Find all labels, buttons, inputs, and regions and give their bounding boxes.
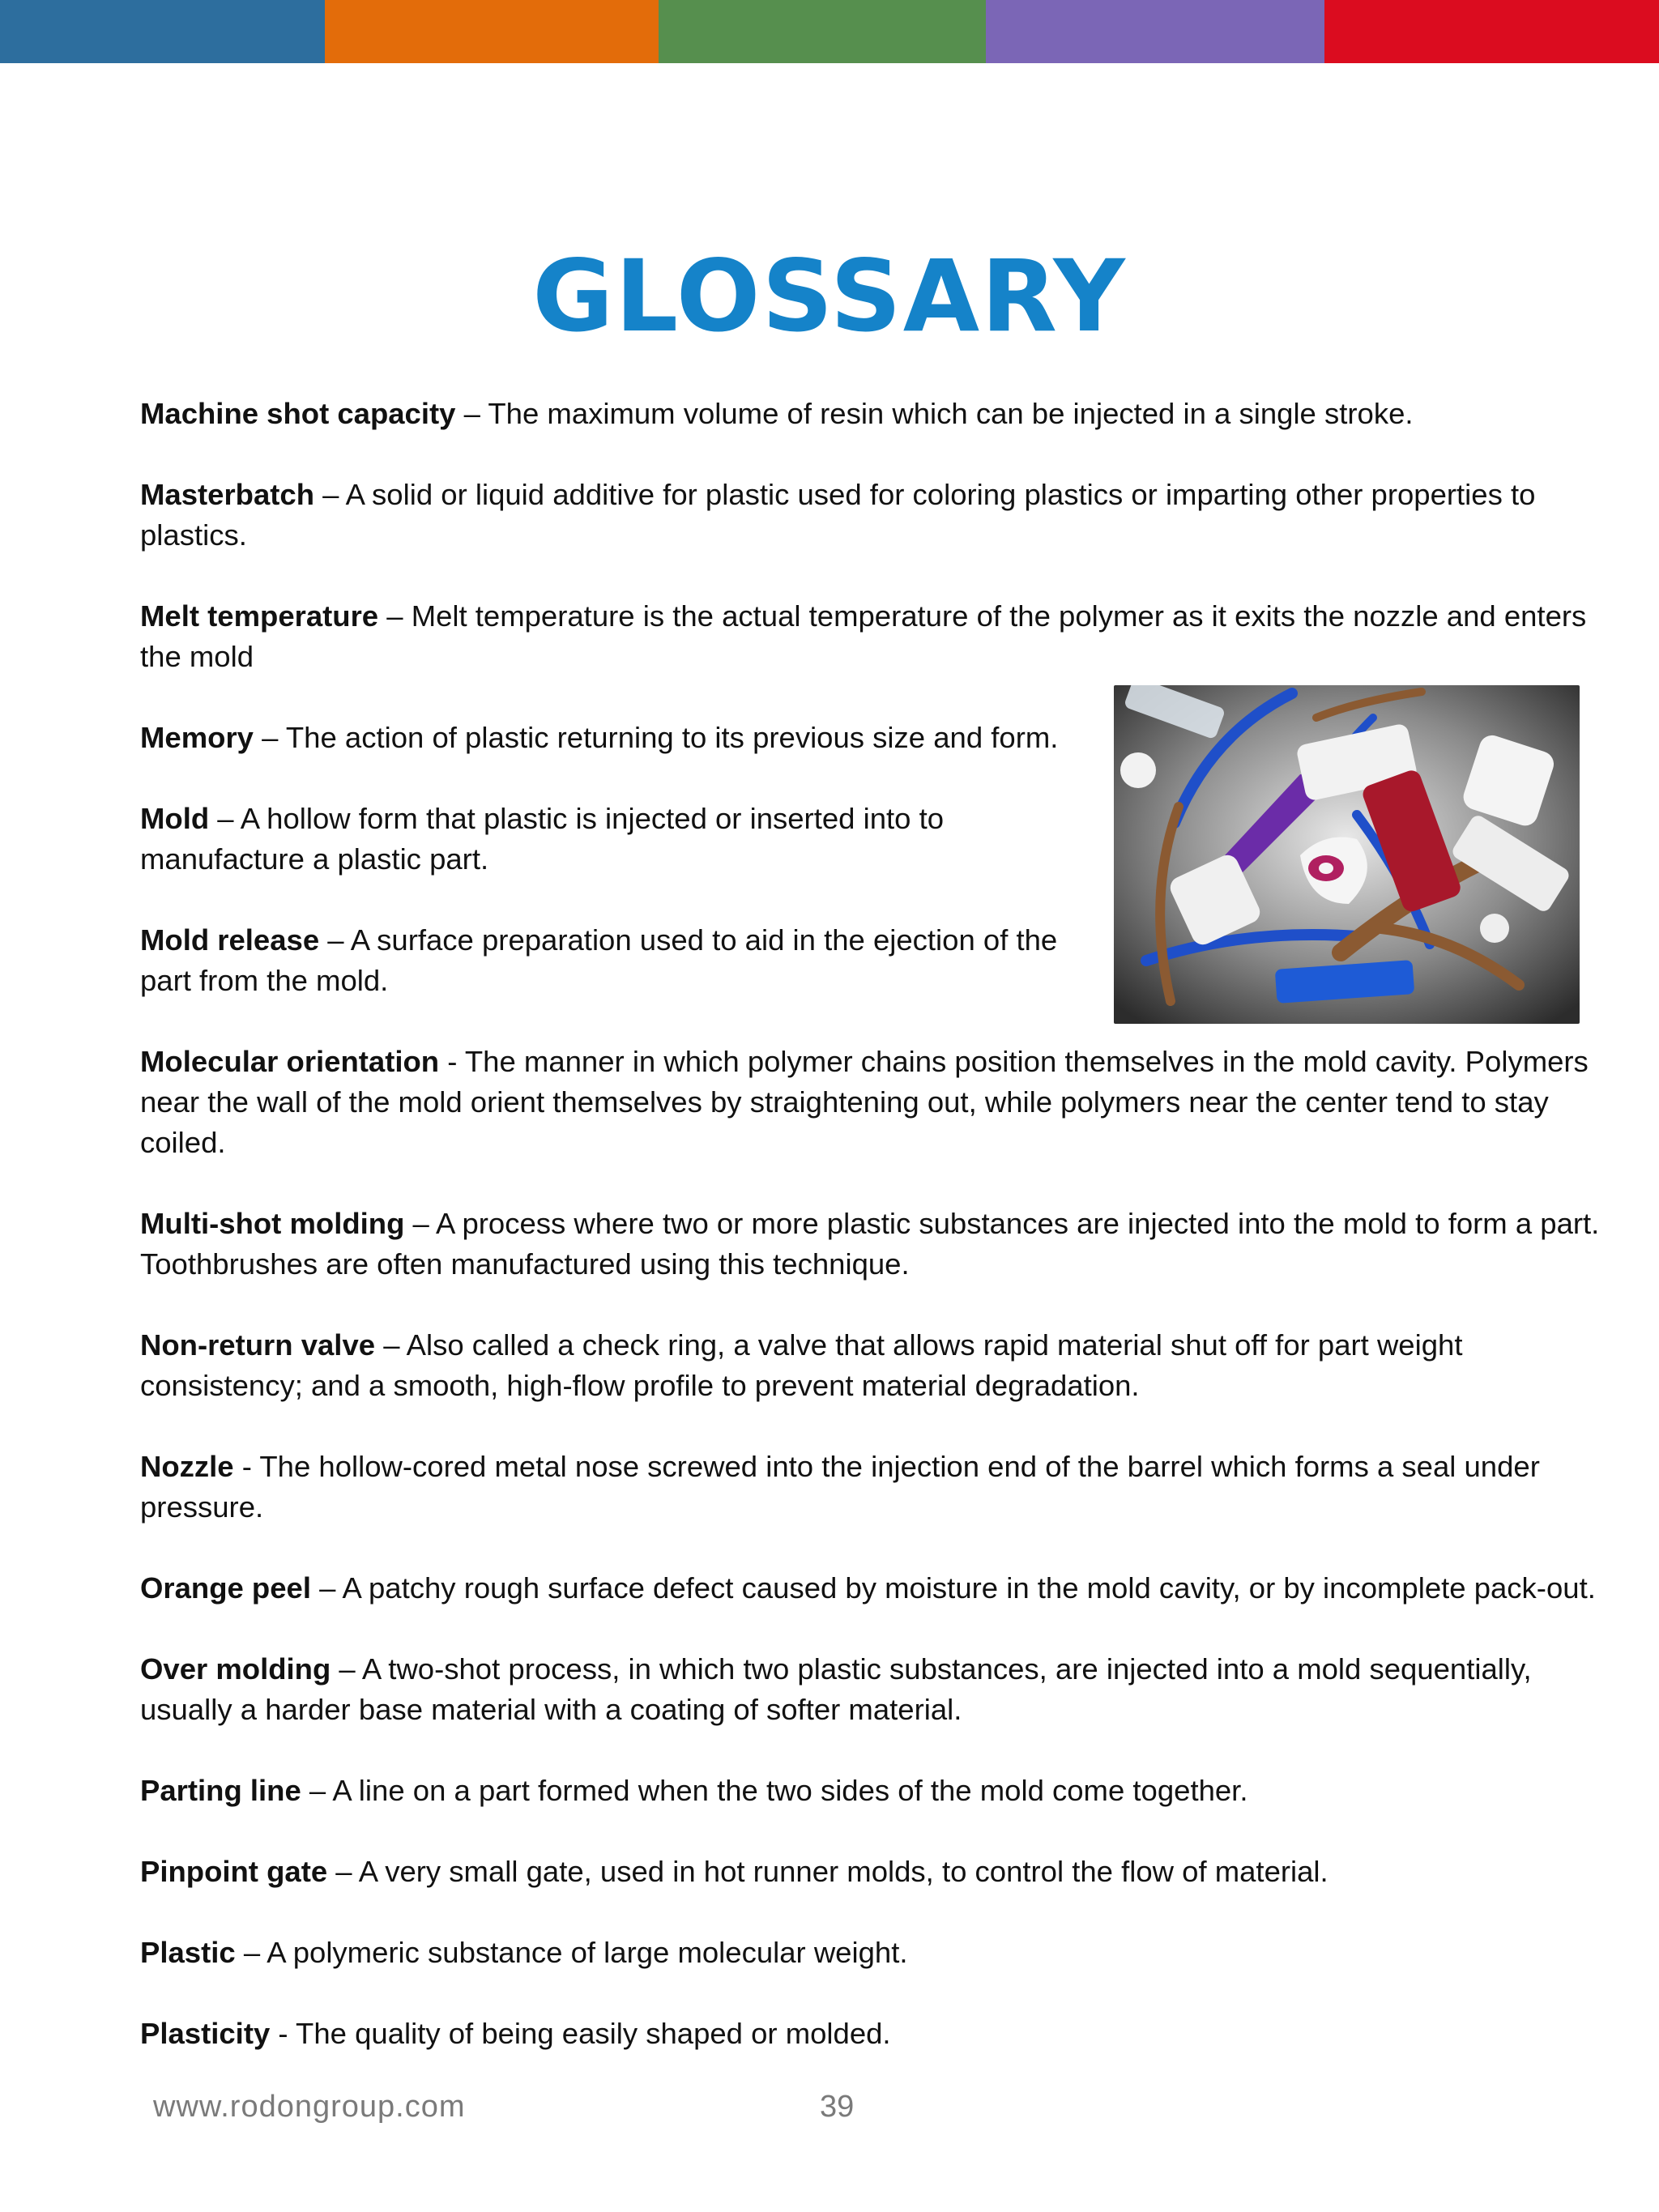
glossary-term: Memory (140, 721, 254, 754)
glossary-entry (140, 394, 1610, 434)
glossary-entry (140, 1568, 1610, 1609)
plastic-parts-photo (1114, 685, 1580, 1024)
glossary-definition: – A polymeric substance of large molecular weight. (235, 1936, 908, 1969)
plastic-parts-illustration (1114, 685, 1580, 1024)
glossary-definition: – The action of plastic returning to its previous size and form. (253, 721, 1059, 754)
glossary-term: Multi-shot molding (140, 1207, 405, 1240)
glossary-definition: – A hollow form that plastic is injected or inserted into to manufacture a plastic part. (140, 802, 945, 876)
glossary-definition: - The quality of being easily shaped or molded. (270, 2017, 891, 2050)
glossary-term: Plastic (140, 1936, 236, 1969)
color-bar-purple (986, 0, 1324, 63)
glossary-entry (140, 1649, 1610, 1730)
glossary-definition: – A surface preparation used to aid in the ejection of the part from the mold. (140, 923, 1058, 997)
glossary-term: Mold (140, 802, 210, 835)
glossary-term: Parting line (140, 1774, 301, 1807)
glossary-entry (140, 718, 1112, 758)
color-bar-red (1324, 0, 1659, 63)
header-color-bar (0, 0, 1659, 63)
glossary-list (140, 394, 1610, 2095)
glossary-term: Molecular orientation (140, 1045, 440, 1078)
glossary-entry (140, 1325, 1610, 1406)
glossary-definition: – A line on a part formed when the two sides of the mold come together. (301, 1774, 1248, 1807)
color-bar-blue (0, 0, 325, 63)
glossary-entry (140, 1771, 1610, 1811)
glossary-definition: – A two-shot process, in which two plastic substances, are injected into a mold sequentially, usually a harder base material with a coating of softer material. (140, 1652, 1532, 1726)
glossary-term: Masterbatch (140, 478, 315, 511)
glossary-entry (140, 799, 1031, 880)
glossary-entry (140, 1204, 1610, 1285)
glossary-definition: – Also called a check ring, a valve that allows rapid material shut off for part weight consistency; and a smooth, high-flow profile to prevent material degradation. (140, 1328, 1463, 1402)
glossary-term: Over molding (140, 1652, 331, 1686)
glossary-entry (140, 920, 1112, 1001)
glossary-term: Plasticity (140, 2017, 271, 2050)
glossary-definition: – A patchy rough surface defect caused by moisture in the mold cavity, or by incomplete pack-out. (310, 1571, 1596, 1605)
glossary-definition: - The manner in which polymer chains position themselves in the mold cavity. Polymers near the wall of the mold orient themselves by straightening out, while polymers near the center tend to stay coiled. (140, 1045, 1589, 1159)
glossary-entry (140, 1933, 1610, 1973)
glossary-entry (140, 1852, 1610, 1892)
glossary-definition: – A process where two or more plastic substances are injected into the mold to form a part. Toothbrushes are often manufactured using this technique. (140, 1207, 1600, 1281)
page-title: GLOSSARY (532, 239, 1127, 354)
footer-website: www.rodongroup.com (153, 2090, 466, 2124)
glossary-term: Machine shot capacity (140, 397, 456, 430)
glossary-entry (140, 2014, 1610, 2054)
glossary-term: Orange peel (140, 1571, 311, 1605)
page-number: 39 (820, 2090, 855, 2124)
glossary-definition: – A very small gate, used in hot runner molds, to control the flow of material. (327, 1855, 1328, 1888)
glossary-definition: – The maximum volume of resin which can be injected in a single stroke. (455, 397, 1414, 430)
glossary-definition: – Melt temperature is the actual temperature of the polymer as it exits the nozzle and enters the mold (140, 599, 1587, 673)
glossary-entry (140, 475, 1610, 556)
color-bar-orange (325, 0, 659, 63)
glossary-entry (140, 596, 1610, 677)
glossary-term: Nozzle (140, 1450, 234, 1483)
glossary-definition: - The hollow-cored metal nose screwed into the injection end of the barrel which forms a seal under pressure. (140, 1450, 1540, 1524)
glossary-entry (140, 1042, 1610, 1163)
glossary-entry (140, 1447, 1610, 1528)
glossary-term: Melt temperature (140, 599, 379, 633)
glossary-definition: – A solid or liquid additive for plastic used for coloring plastics or imparting other properties to plastics. (140, 478, 1536, 552)
glossary-term: Pinpoint gate (140, 1855, 328, 1888)
color-bar-green (659, 0, 986, 63)
glossary-term: Non-return valve (140, 1328, 376, 1362)
glossary-term: Mold release (140, 923, 320, 957)
